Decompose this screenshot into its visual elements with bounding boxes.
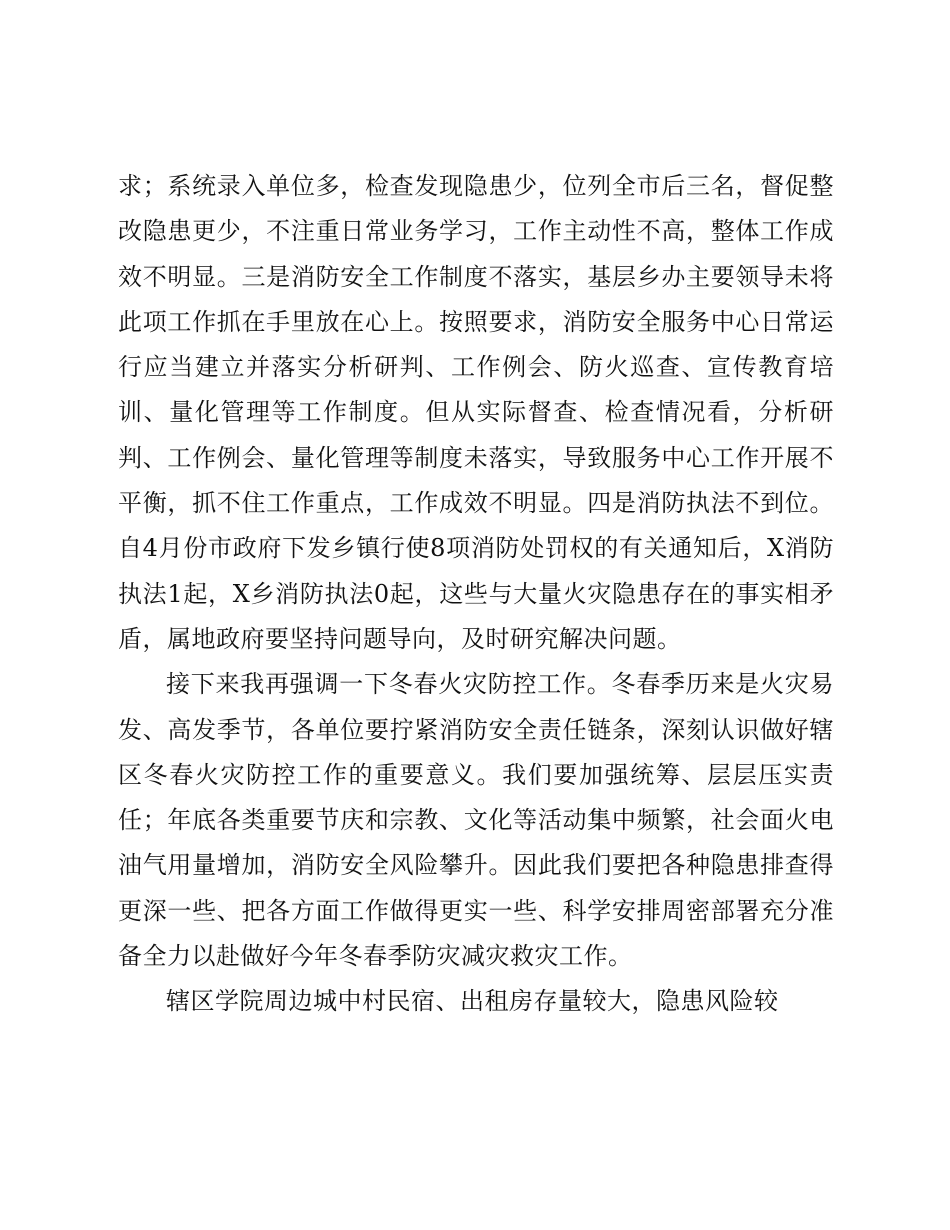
paragraph-3: 辖区学院周边城中村民宿、出租房存量较大，隐患风险较 [166,987,779,1016]
paragraph-2: 接下来我再强调一下冬春火灾防控工作。冬春季历来是火灾易发、高发季节，各单位要拧紧消防安全责任链条，深刻认识做好辖区冬春火灾防控工作的重要意义。我们要加强统筹、层层压实责任；年底各类重要节庆和宗教、文化等活动集中频繁，社会面火电油气用量增加，消防安全风险攀升。因此我们要把各种隐患排查得更深一些、把各方面工作做得更实一些、科学安排周密部署充分准备全力以赴做好今年冬春季防灾减灾救灾工作。 [118,670,834,971]
document-body [118,164,834,1025]
paragraph-1: 求；系统录入单位多，检查发现隐患少，位列全市后三名，督促整改隐患更少，不注重日常业务学习，工作主动性不高，整体工作成效不明显。三是消防安全工作制度不落实，基层乡办主要领导未将此项工作抓在手里放在心上。按照要求，消防安全服务中心日常运行应当建立并落实分析研判、工作例会、防火巡查、宣传教育培训、量化管理等工作制度。但从实际督查、检查情况看，分析研判、工作例会、量化管理等制度未落实，导致服务中心工作开展不平衡，抓不住工作重点，工作成效不明显。四是消防执法不到位。自4月份市政府下发乡镇行使8项消防处罚权的有关通知后，X消防执法1起，X乡消防执法0起，这些与大量火灾隐患存在的事实相矛盾，属地政府要坚持问题导向，及时研究解决问题。 [118,172,834,653]
